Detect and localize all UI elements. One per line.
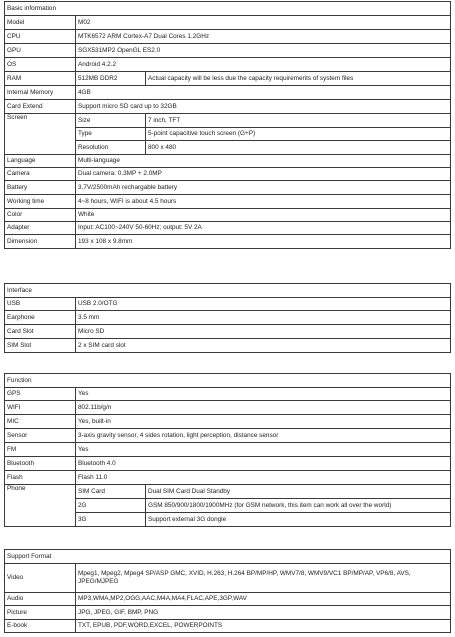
spec-value: Micro SD (76, 325, 451, 339)
spec-label: SIM Slot (5, 339, 76, 353)
spec-value: Input: AC100~240V 50-60Hz; output: 5V 2A (76, 222, 451, 235)
spec-row (5, 325, 451, 339)
spec-label: Battery (5, 181, 76, 195)
spec-row (5, 606, 451, 620)
spec-row (5, 401, 451, 415)
spec-value: Yes (76, 388, 451, 401)
spec-row (5, 16, 451, 30)
spec-row (5, 72, 451, 86)
spec-row (5, 298, 451, 311)
spec-value: White (76, 209, 451, 222)
spec-label: Bluetooth (5, 457, 76, 471)
spec-value: Dual camera: 0.3MP + 2.0MP (76, 168, 451, 181)
spec-subrow (5, 114, 451, 128)
spec-row (5, 388, 451, 401)
spec-value: TXT, EPUB, PDF,WORD,EXCEL, POWERPOINTS (76, 620, 451, 633)
section-title: Interface (5, 284, 451, 298)
spec-row (5, 155, 451, 168)
spec-value: Mpeg1, Mpeg2, Mpeg4 SP/ASP GMC, XVID, H.263, H.264 BP/MP/HP, WMV7/8, WMV9/VC1 BP/MP/AP, VP6/8, AVS, JPEG/MJPEG (76, 564, 451, 593)
spec-label: Working time (5, 195, 76, 209)
spec-value: Support external 3G dongle (146, 513, 451, 527)
spec-table (4, 549, 451, 633)
spec-value: USB 2.0/OTG (76, 298, 451, 311)
spec-value: 800 x 480 (146, 141, 451, 155)
spec-row (5, 222, 451, 235)
spec-value: SGX531MP2 OpenGL ES2.0 (76, 44, 451, 58)
spec-subrow (5, 485, 451, 499)
spec-value: Yes, built-in (76, 415, 451, 429)
spec-label: Internal Memory (5, 86, 76, 100)
spec-label: CPU (5, 30, 76, 44)
spec-label: E-book (5, 620, 76, 633)
spec-row (5, 209, 451, 222)
spec-row (5, 100, 451, 114)
spec-label: Audio (5, 593, 76, 606)
spec-label: Adapter (5, 222, 76, 235)
spec-value: Dual SIM Card Dual Standby (146, 485, 451, 499)
spec-label: Sensor (5, 429, 76, 443)
spec-label: Card Extend (5, 100, 76, 114)
spec-label: GPS (5, 388, 76, 401)
spec-label: Camera (5, 168, 76, 181)
spec-row (5, 311, 451, 325)
spec-value: Android 4.2.2 (76, 58, 451, 72)
spec-label: Card Slot (5, 325, 76, 339)
spec-sublabel: SIM Card (76, 485, 146, 499)
spec-row (5, 429, 451, 443)
spec-label: Flash (5, 471, 76, 485)
spec-row (5, 86, 451, 100)
spec-value: 4GB (76, 86, 451, 100)
spec-table (4, 373, 451, 527)
spec-value: MP3,WMA,MP2,OGG,AAC,M4A,MA4,FLAC,APE,3GP,WAV (76, 593, 451, 606)
spec-value: 802.11b/g/n (76, 401, 451, 415)
spec-row (5, 235, 451, 249)
spec-row (5, 471, 451, 485)
spec-row (5, 339, 451, 353)
spec-label: Dimension (5, 235, 76, 249)
spec-value: 3-axis gravity sensor, 4 sides rotation, light perception, distance sensor (76, 429, 451, 443)
section-title: Basic information (5, 2, 451, 16)
spec-value: Multi-language (76, 155, 451, 168)
section-title: Function (5, 374, 451, 388)
spec-label: Language (5, 155, 76, 168)
spec-label: Model (5, 16, 76, 30)
spec-label: MIC (5, 415, 76, 429)
spec-row (5, 593, 451, 606)
spec-label: WIFI (5, 401, 76, 415)
spec-row (5, 564, 451, 593)
spec-row (5, 415, 451, 429)
spec-note: Actual capacity will be less due the capacity requirements of system files (146, 72, 451, 86)
spec-value: 193 x 108 x 9.8mm (76, 235, 451, 249)
spec-sublabel: Size (76, 114, 146, 128)
spec-value: Bluetooth 4.0 (76, 457, 451, 471)
spec-row (5, 195, 451, 209)
spec-value: 2 x SIM card slot (76, 339, 451, 353)
spec-row (5, 443, 451, 457)
spec-label: RAM (5, 72, 76, 86)
spec-row (5, 44, 451, 58)
spec-sublabel: Type (76, 128, 146, 141)
spec-value: Support micro SD card up to 32GB (76, 100, 451, 114)
section-header-row (5, 374, 451, 388)
spec-row (5, 457, 451, 471)
spec-value: 3.7V/2500mAh rechargable battery (76, 181, 451, 195)
spec-row (5, 30, 451, 44)
spec-value: 7 inch, TFT (146, 114, 451, 128)
spec-sublabel: 3G (76, 513, 146, 527)
section-header-row (5, 284, 451, 298)
spec-sublabel: 2G (76, 499, 146, 513)
spec-label: Color (5, 209, 76, 222)
spec-value: 4~8 hours, WIFI is about 4.5 hours (76, 195, 451, 209)
spec-label: GPU (5, 44, 76, 58)
spec-row (5, 168, 451, 181)
spec-value: MTK6572 ARM Cortex-A7 Dual Cores 1.2GHz (76, 30, 451, 44)
spec-value: GSM 850/900/1800/1900MHz (for GSM network, this item can work all over the world) (146, 499, 451, 513)
spec-label: FM (5, 443, 76, 457)
spec-label: Video (5, 564, 76, 593)
spec-label: Screen (5, 114, 76, 155)
spec-value: 3.5 mm (76, 311, 451, 325)
spec-label: USB (5, 298, 76, 311)
spec-value: 512MB DDR2 (76, 72, 146, 86)
spec-label: OS (5, 58, 76, 72)
spec-label: Earphone (5, 311, 76, 325)
spec-value: Yes (76, 443, 451, 457)
spec-label: Phone (5, 485, 76, 527)
spec-row (5, 58, 451, 72)
section-header-row (5, 2, 451, 16)
spec-value: 5-point capacitive touch screen (G+P) (146, 128, 451, 141)
spec-table (4, 1, 451, 249)
section-title: Support Format (5, 550, 451, 564)
spec-value: M02 (76, 16, 451, 30)
spec-label: Picture (5, 606, 76, 620)
spec-row (5, 620, 451, 633)
spec-sublabel: Resolution (76, 141, 146, 155)
spec-row (5, 181, 451, 195)
spec-table (4, 283, 451, 353)
section-header-row (5, 550, 451, 564)
spec-value: JPG, JPEG, GIF, BMP, PNG (76, 606, 451, 620)
spec-value: Flash 11.0 (76, 471, 451, 485)
